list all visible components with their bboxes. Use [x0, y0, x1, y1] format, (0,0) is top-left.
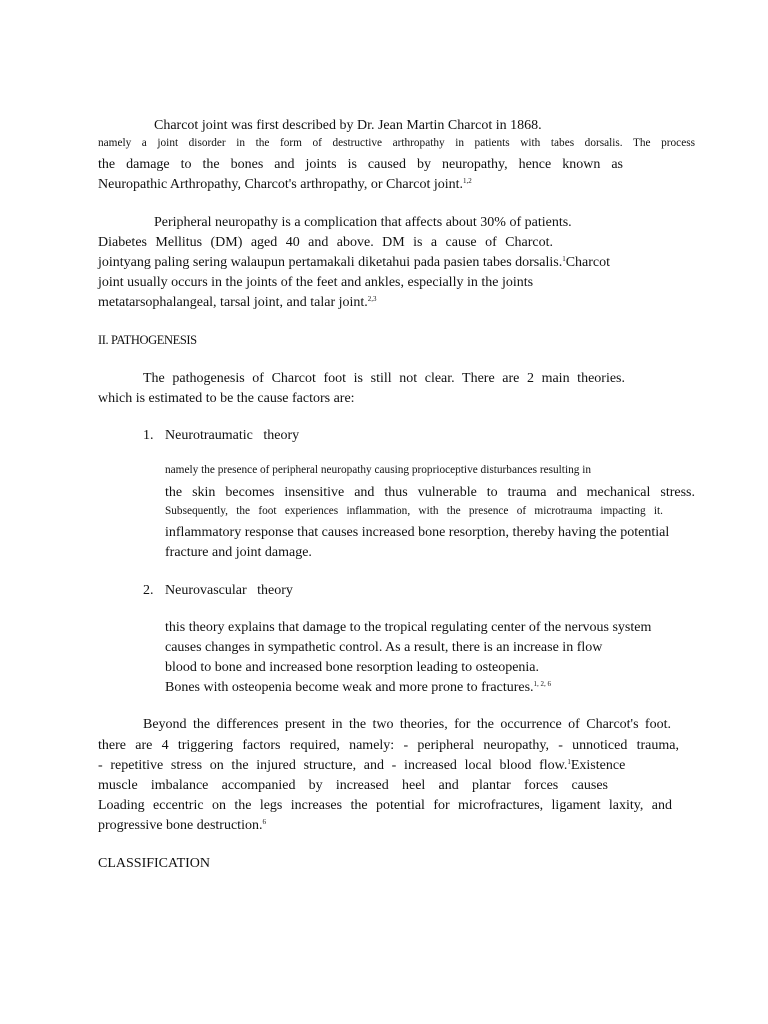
citation-ref: 2,3: [367, 295, 377, 303]
paragraph3-line2: which is estimated to be the cause factors are:: [98, 391, 355, 406]
theory1-line3: Subsequently, the foot experiences inflammation, with the presence of microtrauma impacting it.: [165, 505, 663, 517]
paragraph4-line4: muscle imbalance accompanied by increased heel and plantar forces causes: [98, 778, 608, 793]
paragraph2-line1: Peripheral neuropathy is a complication that affects about 30% of patients.: [154, 215, 572, 230]
paragraph1-line4: [98, 178, 472, 192]
paragraph2-line5: [98, 296, 377, 310]
paragraph1-line2: namely a joint disorder in the form of destructive arthropathy in patients with tabes dorsalis. The process: [98, 137, 695, 149]
paragraph4-line3: [98, 759, 625, 773]
paragraph2-line2: Diabetes Mellitus (DM) aged 40 and above. DM is a cause of Charcot.: [98, 235, 553, 250]
paragraph1-line1: Charcot joint was first described by Dr. Jean Martin Charcot in 1868.: [154, 118, 542, 133]
paragraph4-line2: there are 4 triggering factors required, namely: - peripheral neuropathy, - unnoticed trauma,: [98, 738, 679, 753]
paragraph4-line1: Beyond the differences present in the two theories, for the occurrence of Charcot's foot.: [143, 717, 671, 732]
paragraph2-line3-text: jointyang paling sering walaupun pertamakali diketahui pada pasien tabes dorsalis.: [98, 255, 563, 270]
theory2-line4-text: Bones with osteopenia become weak and more prone to fractures.: [165, 680, 534, 695]
theory1-title: Neurotraumatic theory: [165, 428, 300, 443]
section-heading-pathogenesis: II. PATHOGENESIS: [98, 333, 197, 347]
paragraph4-line6-text: progressive bone destruction.: [98, 818, 263, 833]
list-number-1: 1.: [143, 428, 154, 443]
citation-ref: 1: [567, 758, 571, 766]
paragraph4-line6: [98, 819, 266, 833]
list-number-2: 2.: [143, 583, 154, 598]
paragraph2-line3: [98, 256, 610, 270]
paragraph1-line3: the damage to the bones and joints is caused by neuropathy, hence known as: [98, 157, 623, 172]
theory1-line1: namely the presence of peripheral neuropathy causing proprioceptive disturbances resulting in: [165, 464, 591, 476]
paragraph1-line4-text: Neuropathic Arthropathy, Charcot's arthropathy, or Charcot joint.: [98, 177, 463, 192]
classification-heading: CLASSIFICATION: [98, 856, 211, 871]
paragraph2-line4: joint usually occurs in the joints of the feet and ankles, especially in the joints: [98, 275, 534, 290]
theory1-line5: fracture and joint damage.: [165, 545, 312, 560]
theory2-line1: this theory explains that damage to the tropical regulating center of the nervous system: [165, 620, 652, 635]
theory2-title: Neurovascular theory: [165, 583, 293, 598]
paragraph2-line3-tail: Charcot: [565, 255, 611, 270]
paragraph2-line5-text: metatarsophalangeal, tarsal joint, and talar joint.: [98, 295, 368, 310]
paragraph4-line3-text: - repetitive stress on the injured structure, and - increased local blood flow.: [98, 758, 568, 773]
paragraph4-line5: Loading eccentric on the legs increases the potential for microfractures, ligament laxity, and: [98, 798, 672, 813]
theory1-line2: the skin becomes insensitive and thus vulnerable to trauma and mechanical stress.: [165, 485, 695, 500]
citation-ref: 1, 2, 6: [533, 680, 552, 688]
citation-ref: 1,2: [463, 177, 472, 185]
theory2-line4: [165, 681, 551, 695]
theory1-line4: inflammatory response that causes increased bone resorption, thereby having the potential: [165, 525, 670, 540]
paragraph3-line1: The pathogenesis of Charcot foot is still not clear. There are 2 main theories.: [143, 371, 625, 386]
theory2-line3: blood to bone and increased bone resorption leading to osteopenia.: [165, 660, 540, 675]
citation-ref: 1: [562, 255, 566, 263]
theory2-line2: causes changes in sympathetic control. As a result, there is an increase in flow: [165, 640, 603, 655]
citation-ref: 6: [262, 818, 266, 826]
paragraph4-line3-tail: Existence: [570, 758, 626, 773]
